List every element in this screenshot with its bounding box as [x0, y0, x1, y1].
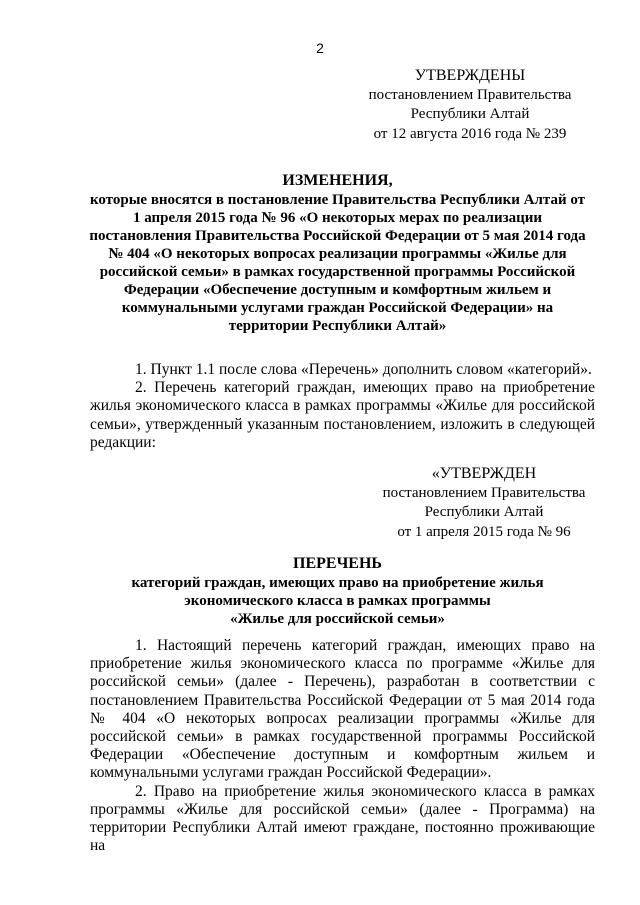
list-item-2: 2. Право на приобретение жилья экономического класса в рамках программы «Жилье для российской семьи» (далее - Программа) на территории Республики Алтай имеют граждане, постоянно проживающие на — [90, 782, 595, 855]
approval-top-line: от 12 августа 2016 года № 239 — [373, 125, 567, 142]
changes-heading-line: 1 апреля 2015 года № 96 «О некоторых мерах по реализации — [132, 210, 543, 226]
changes-item-1: 1. Пункт 1.1 после слова «Перечень» дополнить словом «категорий». — [135, 361, 592, 378]
approval-inner-line: Республики Алтай — [424, 504, 544, 520]
approval-top-title: УТВЕРЖДЕНЫ — [414, 67, 526, 84]
changes-heading-line: российской семьи» в рамках государственной программы Российской — [99, 264, 576, 280]
changes-body — [90, 361, 595, 452]
changes-heading-title: ИЗМЕНЕНИЯ, — [282, 172, 393, 189]
approval-top-line: Республики Алтай — [410, 106, 530, 122]
changes-heading-line: постановления Правительства Российской Федерации от 5 мая 2014 года — [89, 228, 586, 244]
approval-stamp-inner — [368, 464, 600, 542]
approval-top-line: постановлением Правительства — [368, 86, 572, 103]
list-heading-title: ПЕРЕЧЕНЬ — [293, 555, 382, 572]
list-heading — [80, 554, 595, 628]
list-heading-line: категорий граждан, имеющих право на приобретение жилья — [131, 575, 544, 591]
changes-heading-line: территории Республики Алтай» — [228, 318, 447, 334]
changes-heading-line: которые вносятся в постановление Правительства Республики Алтай от — [89, 192, 586, 208]
changes-heading-line: коммунальными услугами граждан Российской Федерации» на — [121, 300, 554, 316]
changes-heading-line: № 404 «О некоторых вопросах реализации программы «Жилье для — [108, 246, 567, 262]
list-heading-line: экономического класса в рамках программы — [184, 593, 491, 609]
approval-inner-title: «УТВЕРЖДЕН — [431, 465, 537, 482]
changes-heading-line: Федерации «Обеспечение доступным и комфортным жильем и — [123, 282, 552, 298]
changes-heading — [80, 171, 595, 335]
list-heading-line: «Жилье для российской семьи» — [230, 611, 445, 627]
page-number: 2 — [316, 40, 324, 56]
approval-inner-line: от 1 апреля 2015 года № 96 — [397, 523, 571, 540]
list-body — [90, 637, 595, 855]
changes-item-2: 2. Перечень категорий граждан, имеющих право на приобретение жилья экономического класса в рамках программы «Жилье для российской семьи», утвержденный указанным постановлением, изложить в следующей редакции: — [90, 379, 595, 451]
approval-inner-line: постановлением Правительства — [382, 484, 586, 501]
approval-stamp-top — [350, 66, 590, 144]
list-item-1: 1. Настоящий перечень категорий граждан, имеющих право на приобретение жилья экономического класса по программе «Жилье для российской семьи» (далее - Перечень), разработан в соответствии с постановлением Правительства Российской Федерации от 5 мая 2014 года № 404 «О некоторых вопросах реализации программы «Жилье для российской семьи» в рамках государственной программы Российской Федерации «Обеспечение доступным и комфортным жильем и коммунальными услугами граждан Российской Федерации». — [90, 637, 595, 782]
